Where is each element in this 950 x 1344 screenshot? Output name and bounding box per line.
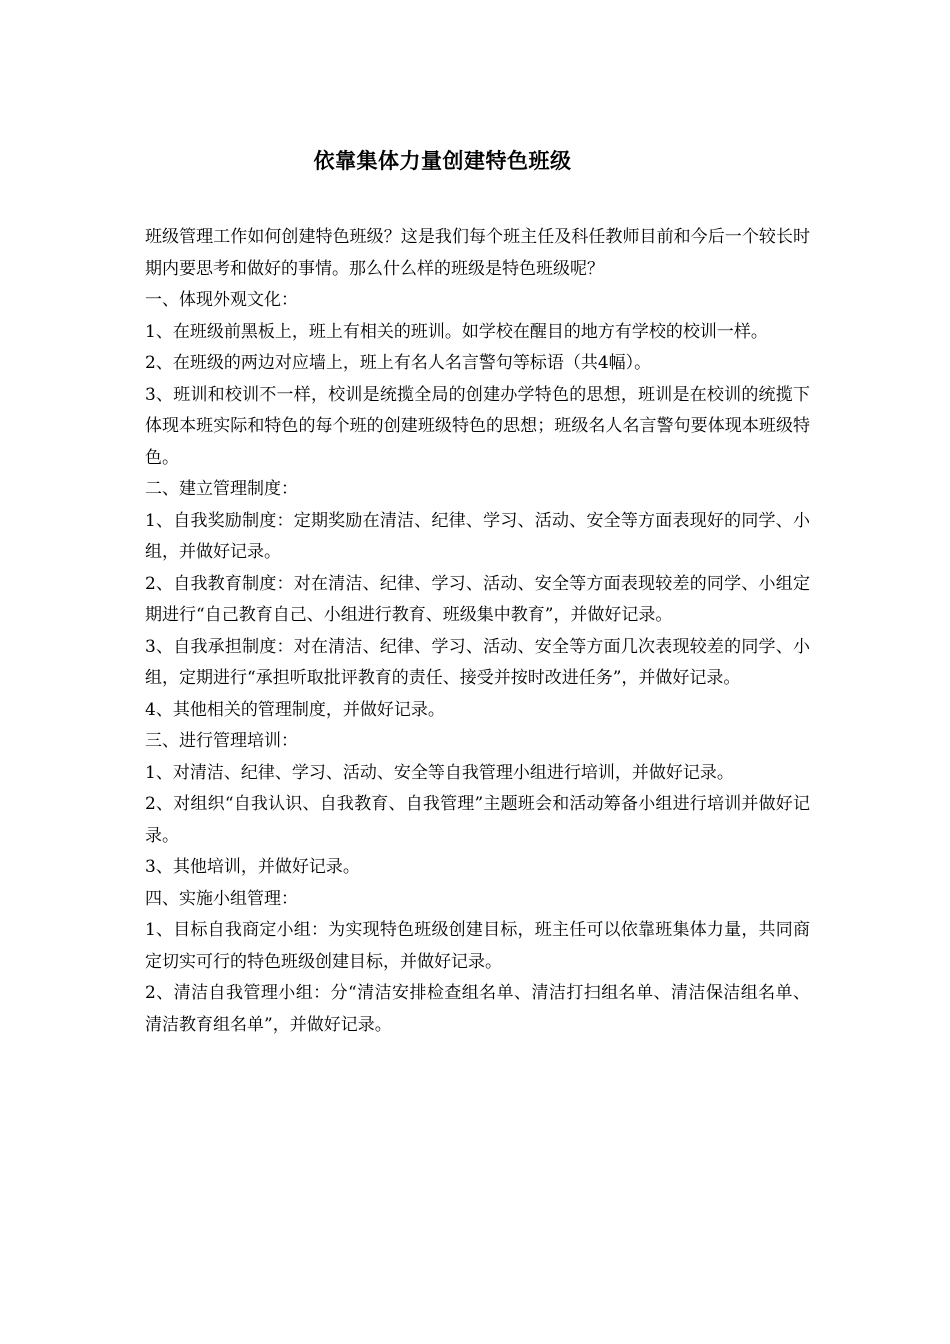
paragraph: 班级管理工作如何创建特色班级？这是我们每个班主任及科任教师目前和今后一个较长时期内要思考和做好的事情。那么什么样的班级是特色班级呢？ bbox=[145, 227, 810, 279]
section-heading: 二、建立管理制度： bbox=[145, 479, 298, 499]
section-heading: 三、进行管理培训： bbox=[145, 731, 298, 751]
paragraph: 3、其他培训，并做好记录。 bbox=[145, 857, 360, 877]
paragraph: 2、对组织“自我认识、自我教育、自我管理”主题班会和活动筹备小组进行培训并做好记录。 bbox=[145, 794, 810, 846]
paragraph: 2、自我教育制度：对在清洁、纪律、学习、活动、安全等方面表现较差的同学、小组定期进行“自己教育自己、小组进行教育、班级集中教育”，并做好记录。 bbox=[145, 573, 810, 625]
section-heading: 一、体现外观文化： bbox=[145, 290, 298, 310]
paragraph: 2、在班级的两边对应墙上，班上有名人名言警句等标语（共4幅）。 bbox=[145, 353, 652, 373]
paragraph: 1、对清洁、纪律、学习、活动、安全等自我管理小组进行培训，并做好记录。 bbox=[145, 762, 734, 783]
paragraph: 3、自我承担制度：对在清洁、纪律、学习、活动、安全等方面几次表现较差的同学、小组，定期进行“承担听取批评教育的责任、接受并按时改进任务”，并做好记录。 bbox=[145, 636, 810, 688]
document-body bbox=[145, 222, 810, 1041]
paragraph: 1、自我奖励制度：定期奖励在清洁、纪律、学习、活动、安全等方面表现好的同学、小组，并做好记录。 bbox=[145, 510, 810, 562]
document-title: 依靠集体力量创建特色班级 bbox=[313, 149, 572, 173]
paragraph: 1、在班级前黑板上，班上有相关的班训。如学校在醒目的地方有学校的校训一样。 bbox=[145, 321, 768, 342]
section-heading: 四、实施小组管理： bbox=[145, 888, 298, 909]
paragraph: 4、其他相关的管理制度，并做好记录。 bbox=[145, 699, 445, 720]
paragraph: 2、清洁自我管理小组：分“清洁安排检查组名单、清洁打扫组名单、清洁保洁组名单、清洁教育组名单”，并做好记录。 bbox=[145, 983, 810, 1035]
paragraph: 1、目标自我商定小组：为实现特色班级创建目标，班主任可以依靠班集体力量，共同商定切实可行的特色班级创建目标，并做好记录。 bbox=[145, 920, 810, 972]
paragraph: 3、班训和校训不一样，校训是统揽全局的创建办学特色的思想，班训是在校训的统揽下体现本班实际和特色的每个班的创建班级特色的思想；班级名人名言警句要体现本班级特色。 bbox=[145, 384, 810, 468]
